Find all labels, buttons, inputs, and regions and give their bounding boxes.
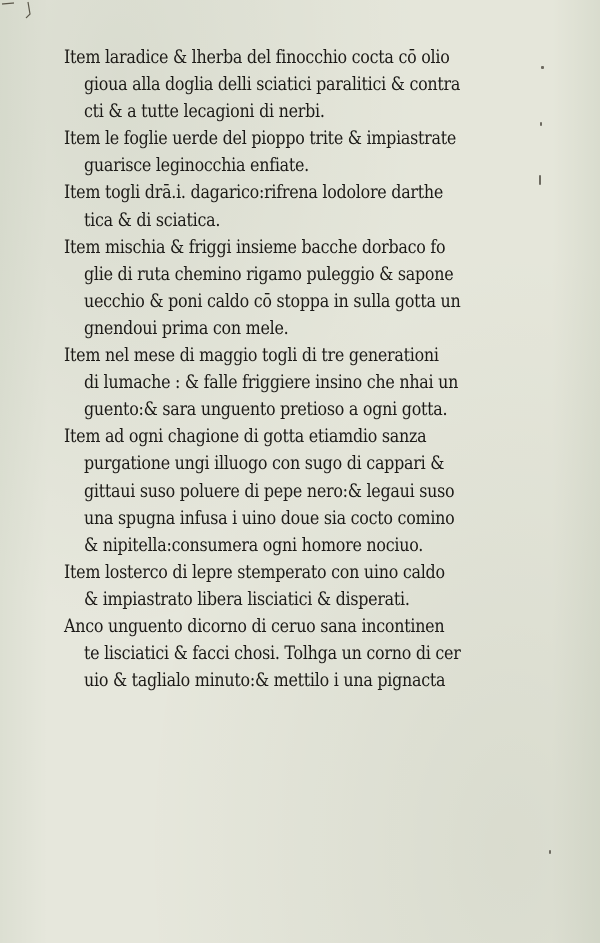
text-line: Item le foglie uerde del pioppo trite & impiastrate <box>64 128 457 150</box>
text-line: guento:& sara unguento pretioso a ogni gotta. <box>84 399 448 421</box>
text-line: gittaui suso poluere di pepe nero:& legaui suso <box>84 480 455 502</box>
ink-speck <box>540 122 542 126</box>
text-line: purgatione ungi illuogo con sugo di cappari & <box>84 453 445 475</box>
text-line: Anco unguento dicorno di ceruo sana incontinen <box>64 615 445 637</box>
text-line: tica & di sciatica. <box>84 209 221 231</box>
text-line: & impiastrato libera lisciatici & disperati. <box>84 588 410 610</box>
text-line: uio & taglialo minuto:& mettilo i una pignacta <box>84 670 446 692</box>
text-line: Item togli drā.i. dagarico:rifrena lodolore darthe <box>64 182 444 204</box>
text-line: & nipitella:consumera ogni homore nociuo. <box>84 534 424 556</box>
text-line: gioua alla doglia delli sciatici paralitici & contra <box>84 74 461 96</box>
text-line: cti & a tutte lecagioni di nerbi. <box>84 101 325 123</box>
printed-text-block <box>64 44 554 694</box>
text-line: di lumache : & falle friggiere insino che nhai un <box>84 372 459 394</box>
text-line: gnendoui prima con mele. <box>84 317 289 339</box>
ink-speck <box>539 175 541 185</box>
text-line: uecchio & poni caldo cō stoppa in sulla gotta un <box>84 290 461 312</box>
text-line: Item losterco di lepre stemperato con uino caldo <box>64 561 445 583</box>
text-line: glie di ruta chemino rigamo puleggio & sapone <box>84 263 454 285</box>
ink-speck <box>549 850 551 854</box>
text-line: te lisciatici & facci chosi. Tolhga un corno di cer <box>84 643 461 665</box>
corner-pen-mark <box>0 0 40 22</box>
text-line: Item nel mese di maggio togli di tre generationi <box>64 345 439 367</box>
text-line: Item mischia & friggi insieme bacche dorbaco fo <box>64 236 446 258</box>
ink-speck <box>541 66 544 69</box>
text-line: una spugna infusa i uino doue sia cocto comino <box>84 507 455 529</box>
text-line: Item laradice & lherba del finocchio cocta cō olio <box>64 47 450 68</box>
text-line: guarisce leginocchia enfiate. <box>84 155 309 177</box>
text-line: Item ad ogni chagione di gotta etiamdio sanza <box>64 426 427 448</box>
